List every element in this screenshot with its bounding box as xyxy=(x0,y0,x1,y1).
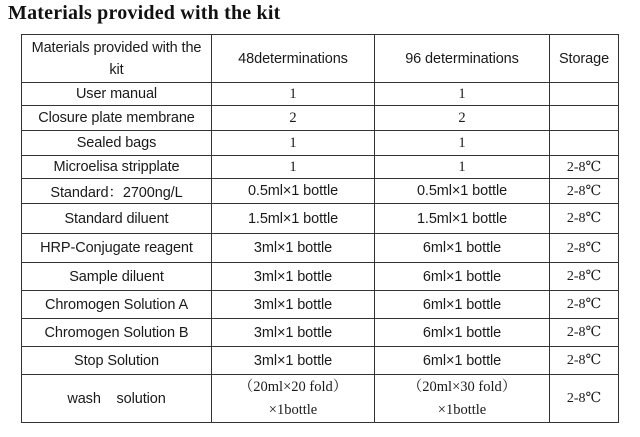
storage-cell: 2-8℃ xyxy=(550,263,619,291)
det96-cell: 1 xyxy=(375,131,550,156)
det96-line2: ×1bottle xyxy=(437,401,487,418)
det48-cell: 3ml×1 bottle xyxy=(212,347,375,375)
table-row xyxy=(22,347,619,375)
storage-cell xyxy=(550,106,619,131)
storage-cell xyxy=(550,131,619,156)
table-row-wash-solution xyxy=(22,375,619,423)
header-96-determinations: 96 determinations xyxy=(375,35,550,83)
det96-cell: 6ml×1 bottle xyxy=(375,347,550,375)
det48-cell: 0.5ml×1 bottle xyxy=(212,179,375,204)
material-cell: Standard diluent xyxy=(22,204,212,234)
material-cell: User manual xyxy=(22,83,212,106)
det48-cell xyxy=(212,375,375,423)
material-cell: Standard：2700ng/L xyxy=(22,179,212,204)
det96-cell: 1.5ml×1 bottle xyxy=(375,204,550,234)
storage-cell: 2-8℃ xyxy=(550,204,619,234)
det96-cell xyxy=(375,375,550,423)
material-cell: Chromogen Solution B xyxy=(22,319,212,347)
det96-cell: 6ml×1 bottle xyxy=(375,291,550,319)
material-cell: Microelisa stripplate xyxy=(22,156,212,179)
table-row xyxy=(22,263,619,291)
storage-cell xyxy=(550,83,619,106)
det48-cell: 3ml×1 bottle xyxy=(212,291,375,319)
material-cell: HRP-Conjugate reagent xyxy=(22,234,212,263)
det96-cell: 1 xyxy=(375,156,550,179)
det48-cell: 3ml×1 bottle xyxy=(212,234,375,263)
header-storage: Storage xyxy=(550,35,619,83)
storage-cell: 2-8℃ xyxy=(550,291,619,319)
material-cell: Closure plate membrane xyxy=(22,106,212,131)
det96-cell: 1 xyxy=(375,83,550,106)
material-cell: Chromogen Solution A xyxy=(22,291,212,319)
material-cell: wash solution xyxy=(22,375,212,423)
det96-cell: 6ml×1 bottle xyxy=(375,319,550,347)
storage-cell: 2-8℃ xyxy=(550,156,619,179)
table-row xyxy=(22,83,619,106)
det96-cell: 2 xyxy=(375,106,550,131)
table-row xyxy=(22,131,619,156)
det48-cell: 1 xyxy=(212,83,375,106)
table-row xyxy=(22,179,619,204)
det96-line1: （20ml×30 fold） xyxy=(407,378,517,395)
storage-cell: 2-8℃ xyxy=(550,179,619,204)
storage-cell: 2-8℃ xyxy=(550,347,619,375)
table-row xyxy=(22,156,619,179)
storage-cell: 2-8℃ xyxy=(550,375,619,423)
material-cell: Sealed bags xyxy=(22,131,212,156)
page-title: Materials provided with the kit xyxy=(8,2,281,24)
table-row xyxy=(22,106,619,131)
det96-cell: 6ml×1 bottle xyxy=(375,234,550,263)
material-cell: Stop Solution xyxy=(22,347,212,375)
table-row xyxy=(22,319,619,347)
table-row xyxy=(22,291,619,319)
table-row xyxy=(22,204,619,234)
header-48-determinations: 48determinations xyxy=(212,35,375,83)
storage-cell: 2-8℃ xyxy=(550,234,619,263)
det48-cell: 1.5ml×1 bottle xyxy=(212,204,375,234)
storage-cell: 2-8℃ xyxy=(550,319,619,347)
materials-table xyxy=(21,34,619,423)
det96-cell: 6ml×1 bottle xyxy=(375,263,550,291)
material-cell: Sample diluent xyxy=(22,263,212,291)
det96-cell: 0.5ml×1 bottle xyxy=(375,179,550,204)
header-materials: Materials provided with the kit xyxy=(22,35,212,83)
det48-cell: 3ml×1 bottle xyxy=(212,319,375,347)
det48-cell: 1 xyxy=(212,156,375,179)
table-row xyxy=(22,234,619,263)
table-header-row xyxy=(22,35,619,83)
det48-line1: （20ml×20 fold） xyxy=(238,378,348,395)
det48-cell: 1 xyxy=(212,131,375,156)
det48-cell: 2 xyxy=(212,106,375,131)
det48-line2: ×1bottle xyxy=(268,401,318,418)
det48-cell: 3ml×1 bottle xyxy=(212,263,375,291)
